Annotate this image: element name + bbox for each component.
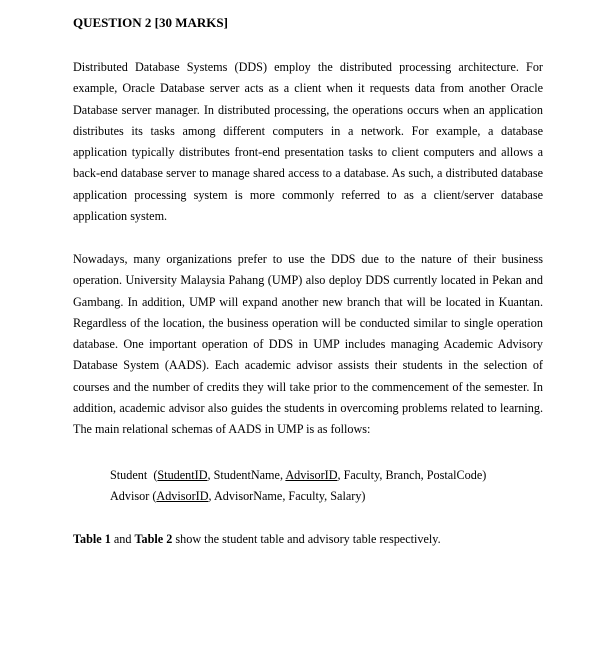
advisor-schema-name: Advisor [110,489,150,504]
closing-rest: show the student table and advisory table respectively. [172,532,441,546]
paragraph-dds-intro: Distributed Database Systems (DDS) employ the distributed processing architecture. For example, Oracle Database server acts as a client when it requests data from another Oracle Database server manager. In distributed processing, the operations occurs when an application distributes its tasks among different computers in a network. For example, a database application typically distributes front-end presentation tasks to client computers and allows a back-end database server to manage shared access to a database. As such, a distributed database application processing system is more commonly referred to as a client/server database application system. [73,60,543,224]
student-schema [110,465,486,486]
paragraph-ump-aads: Nowadays, many organizations prefer to use the DDS due to the nature of their business operation. University Malaysia Pahang (UMP) also deploy DDS currently located in Pekan and Gambang. In addition, UMP will expand another new branch that will be located in Kuantan. Regardless of the location, the business operation will be conducted similar to single operation database. One important operation of DDS in UMP includes managing Academic Advisory Database System (AADS). Each academic advisor assists their students in the selection of courses and the number of credits they will take prior to the commencement of the semester. In addition, academic advisor also guides the students in overcoming problems related to learning. The main relational schemas of AADS in UMP is as follows: [73,252,543,437]
table2-ref: Table 2 [134,532,173,546]
student-primary-key: StudentID [157,468,208,482]
table1-ref: Table 1 [73,532,111,546]
student-schema-rest: , Faculty, Branch, PostalCode) [337,468,487,482]
question-heading: QUESTION 2 [30 MARKS] [73,15,228,30]
student-foreign-key: AdvisorID [285,468,338,482]
relational-schemas [110,465,486,508]
student-schema-attrs: , StudentName, [207,468,286,482]
advisor-schema-open: ( [152,489,157,504]
closing-and: and [110,532,135,546]
student-schema-open: ( [153,468,158,482]
closing-sentence [73,529,441,550]
advisor-schema-rest: , AdvisorName, Faculty, Salary) [208,489,366,504]
student-schema-name: Student [110,468,148,482]
advisor-primary-key: AdvisorID [156,489,209,504]
advisor-schema [110,486,486,507]
